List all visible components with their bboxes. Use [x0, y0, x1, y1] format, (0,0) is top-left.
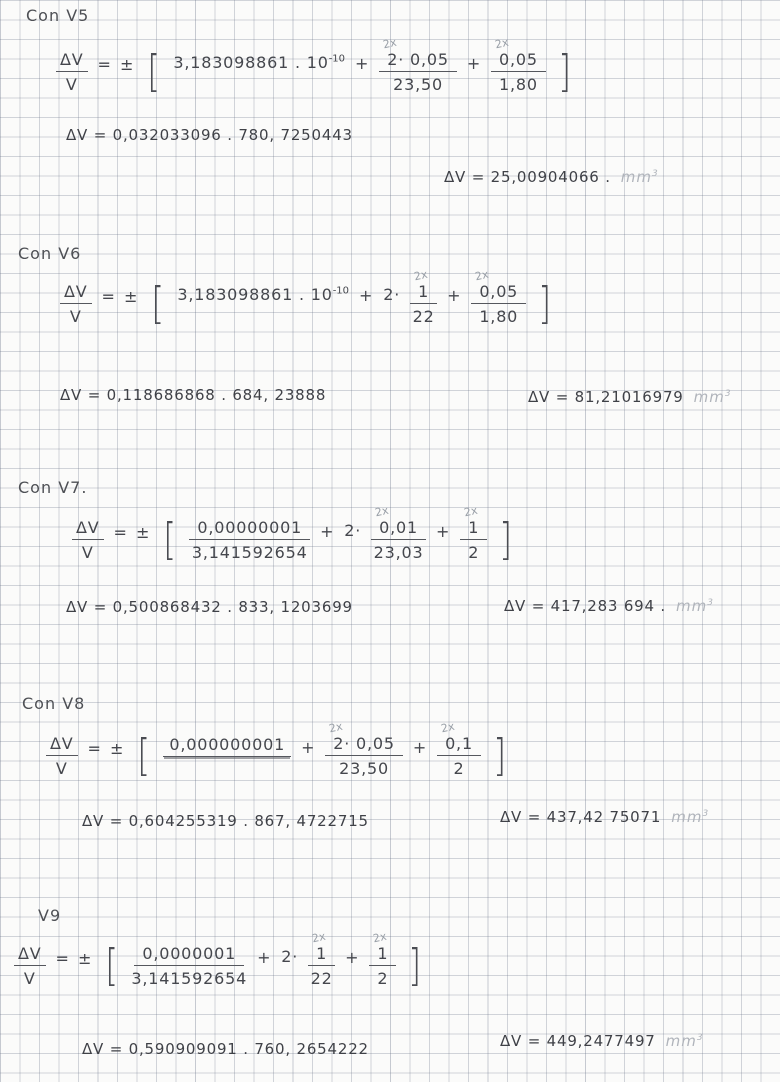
fraction-denominator: 1,80 — [479, 307, 519, 326]
result-line: ΔV = 0,590909091 . 760, 2654222 — [82, 1040, 369, 1058]
formula-v5 — [56, 35, 574, 98]
close-bracket: ] — [538, 278, 552, 330]
open-bracket: [ — [163, 514, 178, 566]
fraction-denominator: 1,80 — [499, 75, 538, 94]
fraction-denominator: 3,141592654 — [191, 543, 308, 562]
times-two-annotation: 2x — [439, 719, 456, 736]
result-line: ΔV = 0,118686868 . 684, 23888 — [60, 386, 327, 404]
fraction-denominator: 22 — [412, 307, 435, 326]
formula-v6 — [60, 267, 554, 330]
section-title-v8: Con V8 — [22, 694, 86, 713]
equals-plusminus: = ± — [55, 948, 94, 968]
fraction-numerator: 1 — [460, 518, 487, 540]
term-2-fraction — [379, 35, 457, 94]
times-two-annotation: 2x — [328, 719, 345, 736]
exponent: -10 — [332, 285, 350, 297]
result-line: ΔV = 0,032033096 . 780, 7250443 — [66, 126, 353, 144]
fraction-numerator: 0,05 — [471, 282, 526, 304]
fraction-numerator: 0,1 — [437, 734, 481, 756]
delta-v-over-v — [46, 734, 78, 778]
plus-sign: + — [345, 947, 360, 967]
unit-mm3: $mm^3$ — [665, 1032, 704, 1050]
open-bracket: [ — [105, 940, 120, 992]
plus-sign: + — [257, 947, 272, 967]
plus-sign: + — [466, 53, 482, 73]
unit-mm3: $mm^3$ — [620, 168, 659, 186]
fraction-denominator: 2 — [377, 969, 389, 988]
open-bracket: [ — [147, 46, 162, 98]
open-bracket: [ — [151, 278, 166, 330]
unit-mm3: $mm^3$ — [676, 597, 714, 615]
term-3-fraction — [369, 929, 396, 988]
fraction-denominator: 3,141592654 — [131, 969, 248, 988]
lhs-numerator: ΔV — [56, 50, 88, 72]
lhs-denominator: V — [55, 759, 68, 778]
times-two-annotation: 2x — [373, 503, 390, 520]
formula-v8 — [46, 719, 509, 782]
delta-v-over-v — [60, 282, 92, 326]
result-line-final: ΔV = 81,21016979 $mm^3$ — [528, 388, 732, 406]
term-2-fraction — [325, 719, 403, 778]
plus-sign: + — [412, 737, 428, 757]
plus-sign: + — [355, 53, 370, 73]
lhs-denominator: V — [81, 543, 94, 562]
coefficient: 2· — [281, 946, 299, 966]
times-two-annotation: 2x — [372, 929, 389, 946]
fraction-denominator: 2 — [468, 543, 480, 562]
term-2-fraction — [410, 267, 437, 326]
term-3-fraction — [460, 503, 487, 562]
times-two-annotation: 2x — [493, 35, 510, 52]
term-1-fraction — [189, 518, 310, 562]
lhs-denominator: V — [23, 969, 36, 988]
delta-v-over-v — [72, 518, 104, 562]
coefficient: 2· — [344, 520, 362, 540]
term-1-fraction — [131, 944, 247, 988]
unit-mm3: $mm^3$ — [693, 388, 732, 406]
times-two-annotation: 2x — [463, 503, 479, 520]
term-2-fraction — [308, 929, 335, 988]
fraction-denominator: 23,03 — [373, 543, 424, 562]
lhs-numerator: ΔV — [14, 944, 46, 966]
fraction-numerator: 1 — [308, 944, 335, 966]
lhs-denominator: V — [65, 75, 78, 94]
equals-plusminus: = ± — [113, 522, 152, 542]
equals-plusminus: = ± — [87, 738, 126, 758]
fraction-numerator: 0,0000001 — [134, 944, 244, 966]
plus-sign: + — [320, 521, 335, 541]
result-line: ΔV = 0,500868432 . 833, 1203699 — [66, 598, 353, 616]
formula-v9 — [14, 929, 424, 992]
term-3-fraction — [491, 35, 546, 94]
exponent: -10 — [328, 53, 346, 65]
coefficient: 2· — [383, 284, 401, 304]
close-bracket: ] — [558, 46, 572, 98]
term-3-fraction — [437, 719, 481, 778]
lhs-denominator: V — [69, 307, 82, 326]
lhs-numerator: ΔV — [60, 282, 92, 304]
section-title-v5: Con V5 — [26, 6, 90, 25]
term-1: 3,183098861 . $10^{-10}$ — [177, 284, 350, 304]
fraction-numerator: 0,01 — [371, 518, 426, 540]
term-1-underlined: 0,000000001 — [163, 735, 291, 757]
lhs-numerator: ΔV — [46, 734, 78, 756]
fraction-numerator: 0,05 — [491, 50, 546, 72]
result-line-final: ΔV = 437,42 75071 $mm^3$ — [500, 808, 710, 826]
fraction-numerator: 1 — [369, 944, 396, 966]
fraction-numerator: 0,00000001 — [189, 518, 310, 540]
result-line-final: ΔV = 417,283 694 . $mm^3$ — [504, 597, 714, 615]
times-two-annotation: 2x — [382, 35, 398, 52]
plus-sign: + — [359, 285, 374, 305]
result-line-final: ΔV = 449,2477497 $mm^3$ — [500, 1032, 704, 1050]
fraction-numerator: 2· 0,05 — [379, 50, 457, 72]
term-1: 3,183098861 . $10^{-10}$ — [173, 52, 346, 72]
fraction-denominator: 2 — [453, 759, 465, 778]
times-two-annotation: 2x — [412, 267, 429, 284]
fraction-numerator: 2· 0,05 — [325, 734, 403, 756]
plus-sign: + — [301, 737, 316, 757]
fraction-denominator: 23,50 — [339, 759, 389, 778]
plus-sign: + — [436, 521, 451, 541]
close-bracket: ] — [493, 730, 507, 782]
section-title-v9: V9 — [38, 906, 62, 925]
times-two-annotation: 2x — [474, 267, 491, 284]
equals-plusminus: = ± — [101, 286, 140, 306]
term-2-fraction — [371, 503, 426, 562]
close-bracket: ] — [408, 940, 423, 992]
delta-v-over-v — [14, 944, 46, 988]
section-title-v6: Con V6 — [18, 244, 82, 263]
fraction-denominator: 23,50 — [393, 75, 443, 94]
fraction-denominator: 22 — [310, 969, 333, 988]
open-bracket: [ — [137, 730, 152, 782]
section-title-v7: Con V7. — [18, 478, 88, 497]
result-line-final: ΔV = 25,00904066 . $mm^3$ — [444, 168, 659, 186]
result-line: ΔV = 0,604255319 . 867, 4722715 — [82, 812, 369, 830]
unit-mm3: $mm^3$ — [671, 808, 710, 826]
fraction-numerator: 1 — [410, 282, 437, 304]
formula-v7 — [72, 503, 515, 566]
plus-sign: + — [447, 285, 462, 305]
delta-v-over-v — [56, 50, 88, 94]
equals-plusminus: = ± — [97, 54, 136, 74]
close-bracket: ] — [499, 514, 513, 566]
times-two-annotation: 2x — [310, 929, 327, 946]
lhs-numerator: ΔV — [72, 518, 104, 540]
term-3-fraction — [471, 267, 526, 326]
